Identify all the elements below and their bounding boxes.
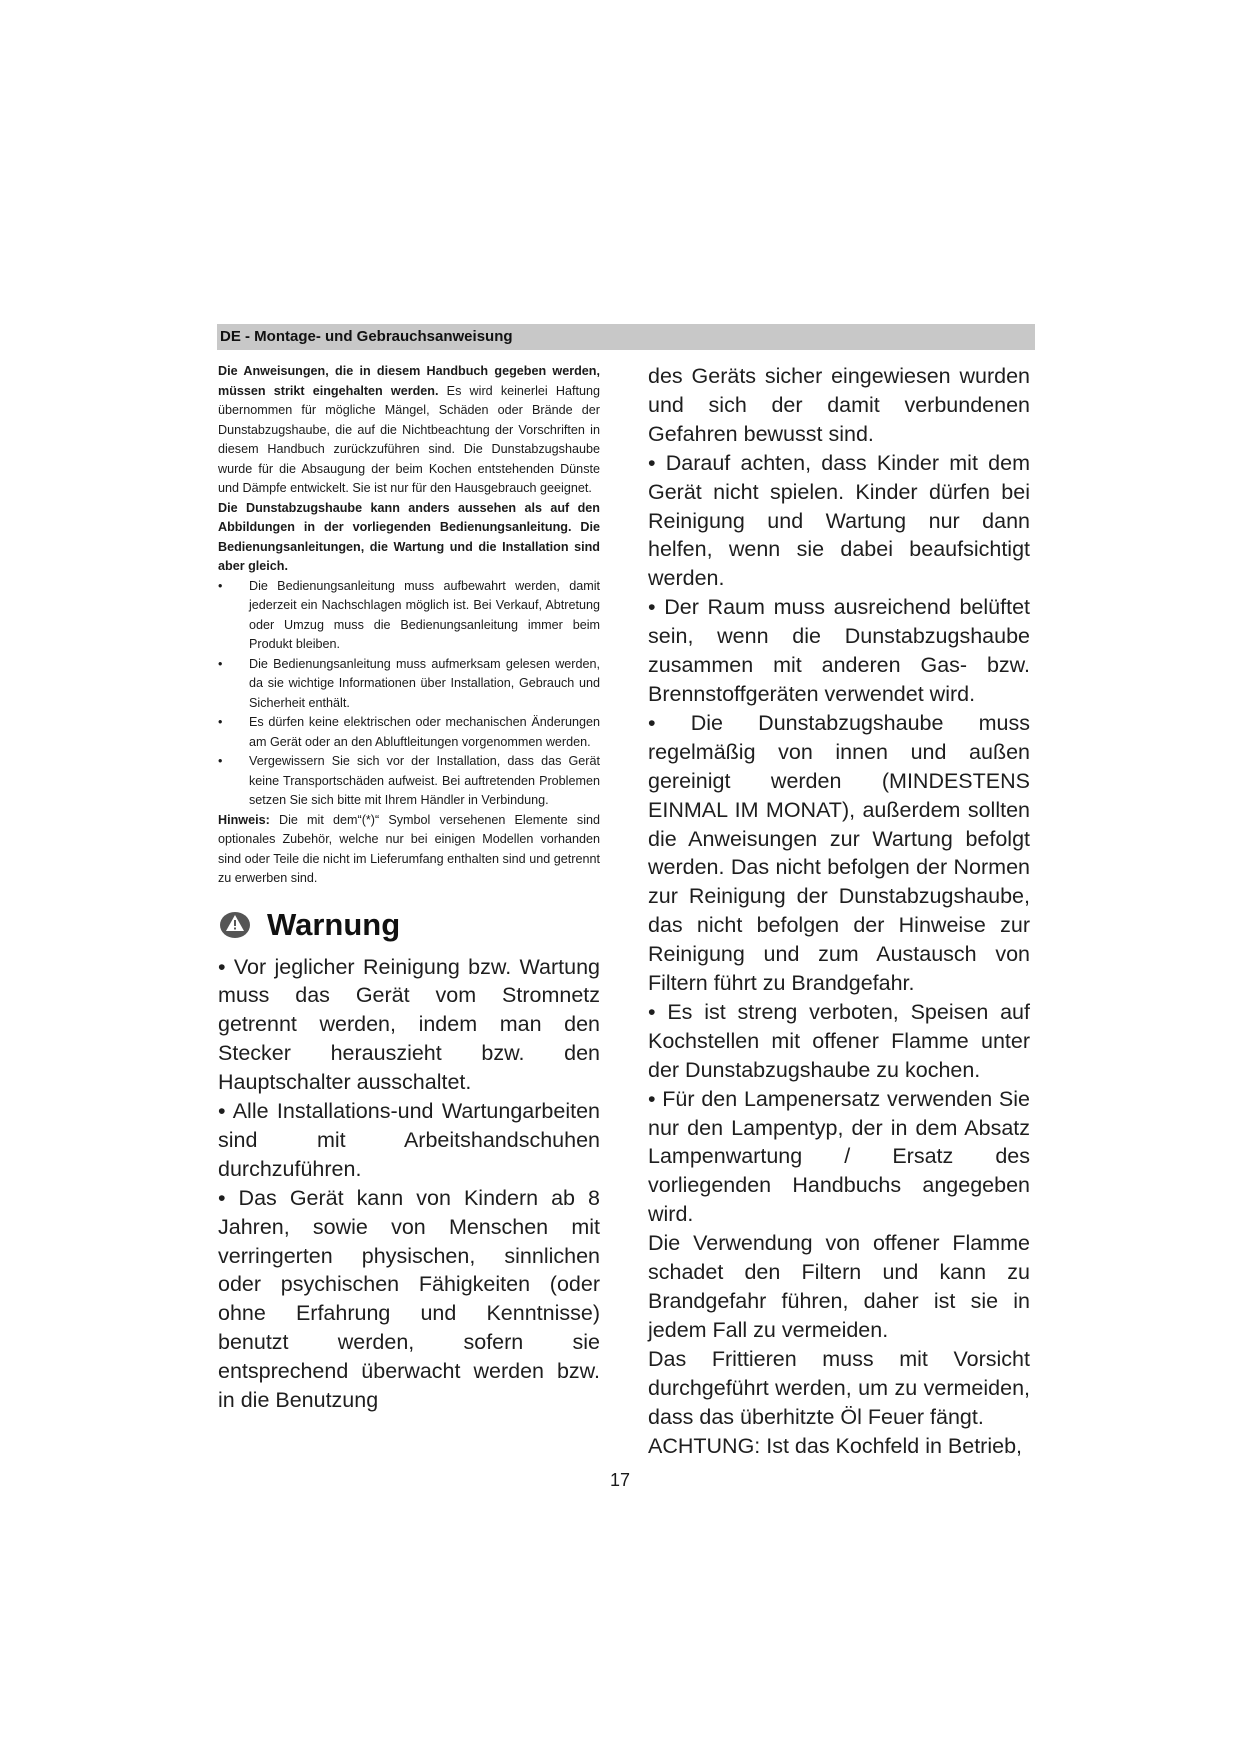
safety-paragraph: • Für den Lampenersatz verwenden Sie nur den Lampentyp, der in dem Absatz Lampenwartung / Ersatz des vorliegenden Handbuchs angegeben wird. (648, 1086, 1030, 1227)
list-item (218, 655, 600, 714)
page-number: 17 (609, 1470, 631, 1490)
notice-paragraph (218, 499, 600, 577)
list-item-text: Es dürfen keine elektrischen oder mechanischen Änderungen am Gerät oder an den Abluftleitungen vorgenommen werden. (249, 715, 600, 749)
list-item-text: Die Bedienungsanleitung muss aufbewahrt werden, damit jederzeit ein Nachschlagen möglich ist. Bei Verkauf, Abtretung oder Umzug muss die Bedienungsanleitung immer beim Produkt bleiben. (249, 578, 600, 651)
safety-paragraph: • Es ist streng verboten, Speisen auf Kochstellen mit offener Flamme unter der Dunstabzugshaube zu kochen. (648, 999, 1030, 1082)
safety-paragraph: ACHTUNG: Ist das Kochfeld in Betrieb, (648, 1433, 1023, 1458)
bullet-marker: • (218, 578, 223, 593)
list-item (218, 713, 600, 752)
safety-paragraph: • Darauf achten, dass Kinder mit dem Gerät nicht spielen. Kinder dürfen bei Reinigung und Wartung nur dann helfen, wenn sie dabei beaufsichtigt werden. (648, 450, 1030, 591)
list-item (218, 752, 600, 811)
warning-icon (220, 910, 250, 940)
list-item (218, 577, 600, 655)
safety-paragraph: Das Frittieren muss mit Vorsicht durchgeführt werden, um zu vermeiden, dass das überhitzte Öl Feuer fängt. (648, 1346, 1030, 1429)
notice-bold: Die Dunstabzugshaube kann anders aussehen als auf den Abbildungen in der vorliegenden Bedienungsanleitung. Die Bedienungsanleitungen, die Wartung und die Installation sind aber gleich. (218, 500, 600, 573)
warning-paragraph: • Das Gerät kann von Kindern ab 8 Jahren, sowie von Menschen mit verringerten physischen, sinnlichen oder psychischen Fähigkeiten (oder ohne Erfahrung und Kenntnisse) benutzt werden, sofern sie entsprechend überwacht werden bzw. in die Benutzung (218, 1185, 600, 1413)
intro-text: Es wird keinerlei Haftung übernommen für mögliche Mängel, Schäden oder Brände der Dunstabzugshaube, die auf die Nichtbeachtung der Vorschriften in diesem Handbuch zurückzuführen sind. Die Dunstabzugshaube wurde für die Absaugung der beim Kochen entstehenden Dünste und Dämpfe entwickelt. Sie ist nur für den Hausgebrauch geeignet. (218, 383, 600, 495)
list-item-text: Vergewissern Sie sich vor der Installation, dass das Gerät keine Transportschäden aufweist. Bei auftretenden Problemen setzen Sie sich bitte mit Ihrem Händler in Verbindung. (249, 754, 600, 807)
warning-paragraph: • Vor jeglicher Reinigung bzw. Wartung muss das Gerät vom Stromnetz getrennt werden, indem man den Stecker herauszieht bzw. den Hauptschalter ausschaltet. (218, 954, 600, 1095)
left-column (218, 362, 600, 1415)
safety-paragraph: • Der Raum muss ausreichend belüftet sein, wenn die Dunstabzugshaube zusammen mit anderen Gas- bzw. Brennstoffgeräten verwendet wird. (648, 595, 1030, 706)
hint-label: Hinweis: (218, 812, 270, 827)
bullet-marker: • (218, 715, 223, 729)
bullet-marker: • (218, 754, 223, 768)
hint-text: Die mit dem“(*)“ Symbol versehenen Elemente sind optionales Zubehör, welche nur bei einigen Modellen vorhanden sind oder Teile die nicht im Lieferumfang enthalten sind und getrennt zu erwerben sind. (218, 812, 600, 885)
safety-paragraph: des Geräts sicher eingewiesen wurden und sich der damit verbundenen Gefahren bewusst sind. (648, 364, 1030, 446)
bullet-marker: • (218, 656, 223, 671)
hint-paragraph (218, 811, 600, 889)
section-title: DE - Montage- und Gebrauchsanweisung (220, 328, 513, 345)
list-item-text: Die Bedienungsanleitung muss aufmerksam gelesen werden, da sie wichtige Informationen über Installation, Gebrauch und Sicherheit enthält. (249, 656, 600, 710)
safety-paragraph: Die Verwendung von offener Flamme schadet den Filtern und kann zu Brandgefahr führen, daher ist sie in jedem Fall zu vermeiden. (648, 1231, 1030, 1342)
warning-paragraph: • Alle Installations-und Wartungarbeiten sind mit Arbeitshandschuhen durchzuführen. (218, 1099, 600, 1181)
warning-heading (218, 905, 600, 945)
intro-paragraph (218, 362, 600, 499)
right-column (648, 362, 1030, 1460)
safety-paragraph: • Die Dunstabzugshaube muss regelmäßig von innen und außen gereinigt werden (MINDESTENS EINMAL IM MONAT), außerdem sollten die Anweisungen zur Wartung befolgt werden. Das nicht befolgen der Normen zur Reinigung der Dunstabzugshaube, das nicht befolgen der Hinweise zur Reinigung und zum Austausch von Filtern führt zu Brandgefahr. (648, 710, 1030, 996)
instruction-list (218, 577, 600, 811)
section-header (217, 324, 1035, 350)
intro-bold: Die Anweisungen, die in diesem Handbuch gegeben werden, müssen strikt eingehalten werden. (218, 364, 600, 398)
warning-title: Warnung (267, 906, 401, 942)
